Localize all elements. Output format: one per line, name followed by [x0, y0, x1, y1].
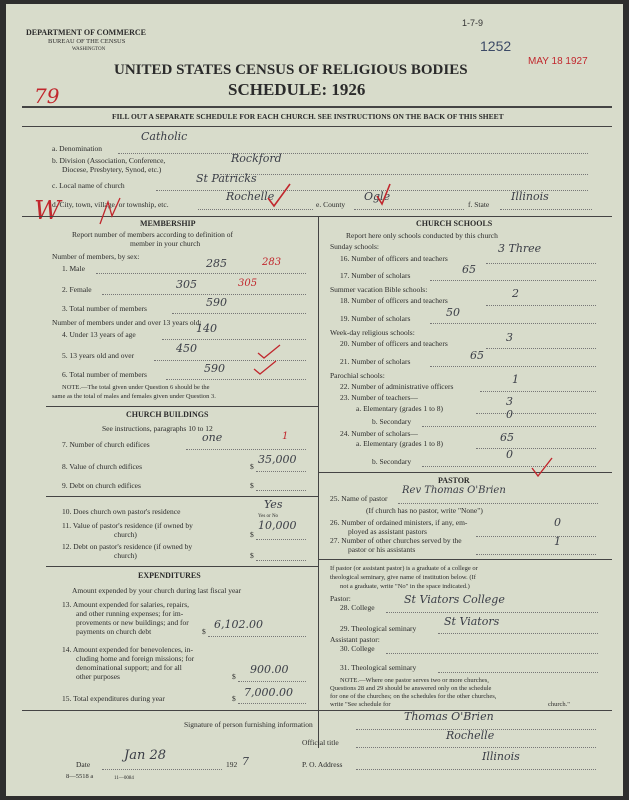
- male-value: 285: [206, 257, 227, 270]
- parochial-schools-label: Parochial schools:: [330, 371, 385, 380]
- residence-debt-line: [256, 560, 306, 561]
- buildings-sub: See instructions, paragraphs 10 to 12: [102, 424, 213, 433]
- edifices-label: 7. Number of church edifices: [62, 440, 150, 449]
- year-digit: 7: [242, 755, 249, 768]
- q18-label: 18. Number of officers and teachers: [340, 296, 448, 305]
- q25-label: 25. Name of pastor: [330, 494, 388, 503]
- margin-red-scribble: [96, 194, 126, 228]
- city-value: Rochelle: [226, 190, 275, 203]
- q19-line: [430, 323, 596, 324]
- state-label: f. State: [468, 200, 490, 209]
- membership-intro-1: Report number of members according to definition of: [72, 230, 233, 239]
- pastor-mid-rule: [318, 559, 612, 560]
- q24a-label: a. Elementary (grades 1 to 8): [356, 439, 444, 448]
- header-rule-top: [22, 106, 612, 108]
- membership-heading: MEMBERSHIP: [140, 219, 196, 228]
- q27-line: [476, 554, 596, 555]
- q20-value: 3: [506, 331, 513, 344]
- female-value: 305: [176, 278, 197, 291]
- pastor-note-2: Questions 28 and 29 should be answered only on the schedule: [330, 685, 492, 692]
- female-label: 2. Female: [62, 285, 92, 294]
- summer-schools-label: Summer vacation Bible schools:: [330, 285, 428, 294]
- city-line: [198, 209, 313, 210]
- buildings-rule: [46, 566, 318, 567]
- q28-label: 28. College: [340, 603, 375, 612]
- edifices-value: one: [202, 431, 223, 444]
- bureau-name: BUREAU OF THE CENSUS: [48, 38, 126, 45]
- denomination-label: a. Denomination: [52, 144, 102, 153]
- form-number: 8—5518 a: [66, 773, 94, 780]
- column-divider: [318, 216, 319, 748]
- expenditures-sub: Amount expended by your church during last fiscal year: [72, 586, 242, 595]
- residence-value-dollar: $: [250, 530, 254, 539]
- q16-label: 16. Number of officers and teachers: [340, 254, 448, 263]
- over-13-label: 5. 13 years old and over: [62, 351, 135, 360]
- county-label: e. County: [316, 200, 346, 209]
- department-name: DEPARTMENT OF COMMERCE: [26, 28, 147, 37]
- q16-line: [486, 263, 596, 264]
- exp-13-line-4: payments on church debt: [76, 627, 152, 636]
- buildings-heading: CHURCH BUILDINGS: [126, 410, 209, 419]
- q31-label: 31. Theological seminary: [340, 663, 417, 672]
- received-date-stamp: MAY 18 1927: [528, 56, 588, 67]
- q25-note: (If church has no pastor, write "None"): [366, 506, 483, 515]
- sunday-schools-label: Sunday schools:: [330, 242, 379, 251]
- q21-label: 21. Number of scholars: [340, 357, 411, 366]
- graduate-note-2: theological seminary, give name of institution below. (If: [330, 574, 476, 581]
- total-members-2-line: [166, 379, 306, 380]
- q27-label-2: pastor or his assistants: [348, 545, 416, 554]
- q21-value: 65: [470, 349, 484, 362]
- date-label: Date: [76, 760, 91, 769]
- pastor-note-4: write "See schedule for: [330, 701, 391, 708]
- division-line: [220, 174, 588, 175]
- exp-14-value: 900.00: [250, 663, 289, 676]
- official-title-label: Official title: [302, 738, 339, 747]
- q30-label: 30. College: [340, 644, 375, 653]
- exp-13-line-1: 13. Amount expended for salaries, repairs,: [62, 600, 190, 609]
- residence-value-value: 10,000: [258, 519, 297, 532]
- stamp-number: 1252: [480, 38, 512, 54]
- exp-14-line: [238, 681, 306, 682]
- signature-label: Signature of person furnishing information: [184, 720, 313, 729]
- membership-rule: [46, 406, 318, 407]
- po-address-value: Illinois: [482, 750, 520, 763]
- q29-label: 29. Theological seminary: [340, 624, 417, 633]
- membership-note-2: same as the total of males and females given under Question 3.: [52, 393, 216, 400]
- exp-14-line-1: 14. Amount expended for benevolences, in-: [62, 645, 194, 654]
- county-value: Ogle: [364, 190, 391, 203]
- signature-value: Thomas O'Brien: [404, 710, 494, 723]
- exp-15-label: 15. Total expenditures during year: [62, 694, 165, 703]
- bureau-city: WASHINGTON: [72, 47, 106, 52]
- exp-14-line-2: cluding home and foreign missions; for: [76, 654, 195, 663]
- exp-13-dollar: $: [202, 627, 206, 636]
- residence-value-label-2: church): [114, 530, 137, 539]
- over-13-value: 450: [176, 342, 197, 355]
- q18-line: [486, 305, 596, 306]
- q26-label-1: 26. Number of ordained ministers, if any, em-: [330, 518, 468, 527]
- q19-value: 50: [446, 306, 460, 319]
- edifices-line: [186, 449, 306, 450]
- q20-label: 20. Number of officers and teachers: [340, 339, 448, 348]
- q31-line: [438, 672, 598, 673]
- q26-line: [476, 536, 596, 537]
- q26-label-2: ployed as assistant pastors: [348, 527, 427, 536]
- denomination-value: Catholic: [141, 130, 188, 143]
- q22-label: 22. Number of administrative officers: [340, 382, 454, 391]
- pastor-heading: PASTOR: [438, 476, 470, 485]
- county-check-mark: [374, 182, 394, 208]
- membership-note-1: NOTE.—The total given under Question 6 should be the: [62, 384, 210, 391]
- exp-13-line-2: and other running expenses; for im-: [76, 609, 184, 618]
- edifice-value-value: 35,000: [258, 453, 297, 466]
- graduate-note-1: If pastor (or assistant pastor) is a graduate of a college or: [330, 565, 478, 572]
- edifice-value-label: 8. Value of church edifices: [62, 462, 143, 471]
- exp-14-dollar: $: [232, 672, 236, 681]
- q24b-label: b. Secondary: [372, 457, 412, 466]
- residence-debt-label: 12. Debt on pastor's residence (if owned by: [62, 542, 193, 551]
- q17-value: 65: [462, 263, 476, 276]
- weekday-schools-label: Week-day religious schools:: [330, 328, 415, 337]
- total-members-2-value: 590: [204, 362, 225, 375]
- under-13-line: [162, 339, 306, 340]
- under-13-value: 140: [196, 322, 217, 335]
- header-rule-bottom: [22, 126, 612, 127]
- q21-line: [430, 366, 596, 367]
- q17-label: 17. Number of scholars: [340, 271, 411, 280]
- q18-value: 2: [512, 287, 519, 300]
- by-sex-label: Number of members, by sex:: [52, 252, 140, 261]
- exp-15-line: [238, 703, 306, 704]
- q17-line: [430, 280, 596, 281]
- schools-check-mark: [530, 456, 554, 478]
- q29-value: St Viators: [444, 615, 500, 628]
- q29-line: [438, 633, 598, 634]
- over-13-check-mark: [256, 344, 282, 360]
- q16-value: 3 Three: [498, 242, 542, 255]
- po-address-line: [356, 769, 596, 770]
- total-members-line: [172, 313, 306, 314]
- residence-own-value: Yes: [264, 498, 283, 511]
- exp-15-dollar: $: [232, 694, 236, 703]
- q24b-line: [422, 466, 596, 467]
- exp-15-value: 7,000.00: [244, 686, 293, 699]
- date-value: Jan 28: [124, 748, 167, 763]
- q24b-value: 0: [506, 448, 513, 461]
- q26-value: 0: [554, 516, 561, 529]
- edifice-debt-dollar: $: [250, 481, 254, 490]
- q23b-value: 0: [506, 408, 513, 421]
- q24a-value: 65: [500, 431, 514, 444]
- q24a-line: [476, 448, 596, 449]
- age-intro-label: Number of members under and over 13 years old:: [52, 318, 202, 327]
- census-schedule-sheet: [6, 4, 623, 796]
- total2-check-mark: [252, 360, 278, 376]
- local-name-value: St Patricks: [196, 172, 257, 185]
- state-value: Illinois: [511, 190, 549, 203]
- edifice-value-dollar: $: [250, 462, 254, 471]
- exp-14-line-3: denominational support; and for all: [76, 663, 182, 672]
- schools-heading: CHURCH SCHOOLS: [416, 219, 493, 228]
- graduate-note-3: not a graduate, write "No" in the space indicated.): [340, 583, 470, 590]
- edifice-debt-line: [256, 490, 306, 491]
- under-13-label: 4. Under 13 years of age: [62, 330, 136, 339]
- pastor-note-3: for one of the churches; on the schedules for the other churches,: [330, 693, 497, 700]
- county-line: [354, 209, 464, 210]
- schools-rule: [318, 472, 612, 473]
- female-line: [102, 294, 306, 295]
- q25-line: [398, 503, 598, 504]
- residence-value-label: 11. Value of pastor's residence (if owned by: [62, 521, 193, 530]
- q28-line: [386, 612, 598, 613]
- folio-number: 79: [34, 84, 60, 108]
- schools-intro: Report here only schools conducted by this church: [346, 231, 498, 240]
- buildings-mid-rule: [46, 496, 318, 497]
- exp-13-line: [208, 636, 306, 637]
- residence-debt-dollar: $: [250, 551, 254, 560]
- q23a-value: 3: [506, 395, 513, 408]
- q27-label-1: 27. Number of other churches served by the: [330, 536, 462, 545]
- margin-mark-w: W: [34, 196, 61, 226]
- male-check: 283: [262, 257, 282, 268]
- pastor-note-5: church.": [548, 701, 570, 708]
- q30-line: [386, 653, 598, 654]
- date-line: [102, 769, 222, 770]
- edifice-value-line: [256, 471, 306, 472]
- total-members-2-label: 6. Total number of members: [62, 370, 147, 379]
- city-label: d. City, town, village, or township, etc.: [52, 200, 169, 209]
- residence-own-label: 10. Does church own pastor's residence: [62, 507, 181, 516]
- edifice-debt-label: 9. Debt on church edifices: [62, 481, 141, 490]
- expenditures-heading: EXPENDITURES: [138, 571, 201, 580]
- residence-debt-label-2: church): [114, 551, 137, 560]
- q22-value: 1: [512, 373, 519, 386]
- pastor-sub-label: Pastor:: [330, 594, 351, 603]
- city-check-mark: [264, 182, 294, 208]
- q20-line: [486, 348, 596, 349]
- q23b-label: b. Secondary: [372, 417, 412, 426]
- form-title: UNITED STATES CENSUS OF RELIGIOUS BODIES: [114, 62, 468, 78]
- q24-label: 24. Number of scholars—: [340, 429, 418, 438]
- year-prefix: 192: [226, 760, 238, 769]
- assistant-pastor-label: Assistant pastor:: [330, 635, 380, 644]
- body-rule-bottom: [22, 710, 612, 711]
- form-number-2: 11—0084: [114, 776, 134, 781]
- official-title-value: Rochelle: [446, 729, 495, 742]
- over-13-line: [154, 360, 306, 361]
- male-line: [96, 273, 306, 274]
- edifices-check: 1: [282, 431, 289, 442]
- residence-value-line: [256, 539, 306, 540]
- denomination-line: [118, 153, 588, 154]
- division-label-2: Diocese, Presbytery, Synod, etc.): [62, 165, 162, 174]
- total-members-label: 3. Total number of members: [62, 304, 147, 313]
- exp-13-line-3: provements or new buildings; and for: [76, 618, 189, 627]
- official-title-line: [356, 747, 596, 748]
- q23b-line: [422, 426, 596, 427]
- division-value: Rockford: [231, 152, 282, 165]
- exp-14-line-4: other purposes: [76, 672, 120, 681]
- schedule-title: SCHEDULE: 1926: [228, 80, 366, 99]
- q25-value: Rev Thomas O'Brien: [402, 485, 506, 496]
- local-name-label: c. Local name of church: [52, 181, 125, 190]
- total-members-value: 590: [206, 296, 227, 309]
- exp-13-value: 6,102.00: [214, 618, 263, 631]
- membership-intro-2: member in your church: [130, 239, 201, 248]
- instruction-line: FILL OUT A SEPARATE SCHEDULE FOR EACH CHURCH. SEE INSTRUCTIONS ON THE BACK OF THIS SHEET: [112, 112, 504, 121]
- q23a-line: [476, 413, 596, 414]
- yes-or-no-caption: Yes or No: [258, 514, 279, 519]
- male-label: 1. Male: [62, 264, 85, 273]
- q23-label: 23. Number of teachers—: [340, 393, 418, 402]
- q22-line: [480, 391, 596, 392]
- q28-value: St Viators College: [404, 593, 505, 606]
- state-line: [500, 209, 592, 210]
- q19-label: 19. Number of scholars: [340, 314, 411, 323]
- po-address-label: P. O. Address: [302, 760, 343, 769]
- q23a-label: a. Elementary (grades 1 to 8): [356, 404, 444, 413]
- division-label: b. Division (Association, Conference,: [52, 156, 166, 165]
- stamp-code: 1-7-9: [462, 18, 484, 28]
- q27-value: 1: [554, 535, 561, 548]
- female-check: 305: [238, 278, 258, 289]
- pastor-note-1: NOTE.—Where one pastor serves two or more churches,: [340, 677, 489, 684]
